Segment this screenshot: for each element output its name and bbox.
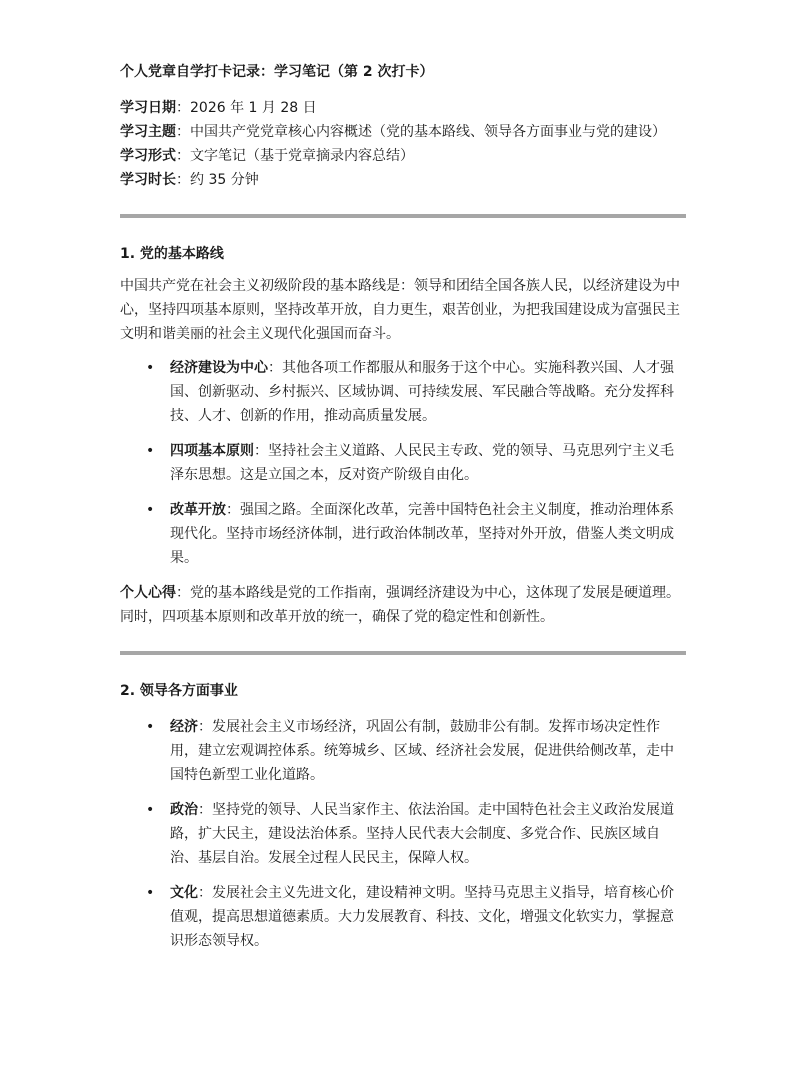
meta-date <box>120 96 686 120</box>
item-term: 文化 <box>170 885 198 901</box>
document-title: 个人党章自学打卡记录：学习笔记（第 2 次打卡） <box>120 64 434 80</box>
meta-topic <box>120 120 686 144</box>
meta-value: 中国共产党党章核心内容概述（党的基本路线、领导各方面事业与党的建设） <box>190 124 666 140</box>
section-divider <box>120 651 686 655</box>
document-page <box>120 60 686 964</box>
item-text: 强国之路。全面深化改革，完善中国特色社会主义制度，推动治理体系现代化。坚持市场经济体制，进行政治体制改革，坚持对外开放，借鉴人类文明成果。 <box>170 502 674 566</box>
colon: ： <box>176 100 190 116</box>
item-term: 四项基本原则 <box>170 443 254 459</box>
list-item <box>120 715 686 787</box>
item-text: 坚持党的领导、人民当家作主、依法治国。走中国特色社会主义政治发展道路，扩大民主，建设法治体系。坚持人民代表大会制度、多党合作、民族区域自治、基层自治。发展全过程人民民主，保障人权。 <box>170 802 674 866</box>
item-term: 经济 <box>170 719 198 735</box>
colon: ： <box>176 148 190 164</box>
meta-label: 学习日期 <box>120 100 176 116</box>
colon: ： <box>254 443 268 459</box>
item-term: 经济建设为中心 <box>170 360 268 376</box>
colon: ： <box>176 172 190 188</box>
colon: ： <box>198 885 212 901</box>
bullet-list <box>120 356 686 570</box>
list-item <box>120 439 686 487</box>
meta-value: 文字笔记（基于党章摘录内容总结） <box>190 148 414 164</box>
item-term: 政治 <box>170 802 198 818</box>
section-heading: 1. 党的基本路线 <box>120 246 224 262</box>
personal-reflection <box>120 581 686 629</box>
list-item <box>120 356 686 428</box>
colon: ： <box>198 719 212 735</box>
section-basic-line <box>120 242 686 629</box>
reflection-text: 党的基本路线是党的工作指南，强调经济建设为中心，这体现了发展是硬道理。同时，四项基本原则和改革开放的统一，确保了党的稳定性和创新性。 <box>120 585 680 625</box>
colon: ： <box>176 585 190 601</box>
meta-label: 学习形式 <box>120 148 176 164</box>
section-heading: 2. 领导各方面事业 <box>120 683 238 699</box>
section-leadership <box>120 679 686 953</box>
bullet-icon: • <box>146 885 155 901</box>
reflection-label: 个人心得 <box>120 585 176 601</box>
meta-block <box>120 96 686 192</box>
meta-duration <box>120 168 686 192</box>
item-text: 发展社会主义市场经济，巩固公有制，鼓励非公有制。发挥市场决定性作用，建立宏观调控体系。统筹城乡、区域、经济社会发展，促进供给侧改革，走中国特色新型工业化道路。 <box>170 719 674 783</box>
colon: ： <box>198 802 212 818</box>
item-text: 其他各项工作都服从和服务于这个中心。实施科教兴国、人才强国、创新驱动、乡村振兴、区域协调、可持续发展、军民融合等战略。充分发挥科技、人才、创新的作用，推动高质量发展。 <box>170 360 674 424</box>
item-text: 发展社会主义先进文化，建设精神文明。坚持马克思主义指导，培育核心价值观，提高思想道德素质。大力发展教育、科技、文化，增强文化软实力，掌握意识形态领导权。 <box>170 885 674 949</box>
list-item <box>120 498 686 570</box>
meta-label: 学习主题 <box>120 124 176 140</box>
bullet-icon: • <box>146 502 155 518</box>
meta-value: 2026 年 1 月 28 日 <box>190 100 317 116</box>
meta-value: 约 35 分钟 <box>190 172 259 188</box>
bullet-icon: • <box>146 443 155 459</box>
bullet-icon: • <box>146 360 155 376</box>
list-item <box>120 881 686 953</box>
section-intro: 中国共产党在社会主义初级阶段的基本路线是：领导和团结全国各族人民，以经济建设为中心，坚持四项基本原则，坚持改革开放，自力更生，艰苦创业，为把我国建设成为富强民主文明和谐美丽的社会主义现代化强国而奋斗。 <box>120 278 680 342</box>
meta-format <box>120 144 686 168</box>
bullet-icon: • <box>146 719 155 735</box>
colon: ： <box>226 502 240 518</box>
colon: ： <box>268 360 282 376</box>
colon: ： <box>176 124 190 140</box>
section-divider <box>120 214 686 218</box>
bullet-icon: • <box>146 802 155 818</box>
bullet-list <box>120 715 686 953</box>
meta-label: 学习时长 <box>120 172 176 188</box>
item-term: 改革开放 <box>170 502 226 518</box>
list-item <box>120 798 686 870</box>
item-text: 坚持社会主义道路、人民民主专政、党的领导、马克思列宁主义毛泽东思想。这是立国之本，反对资产阶级自由化。 <box>170 443 674 483</box>
